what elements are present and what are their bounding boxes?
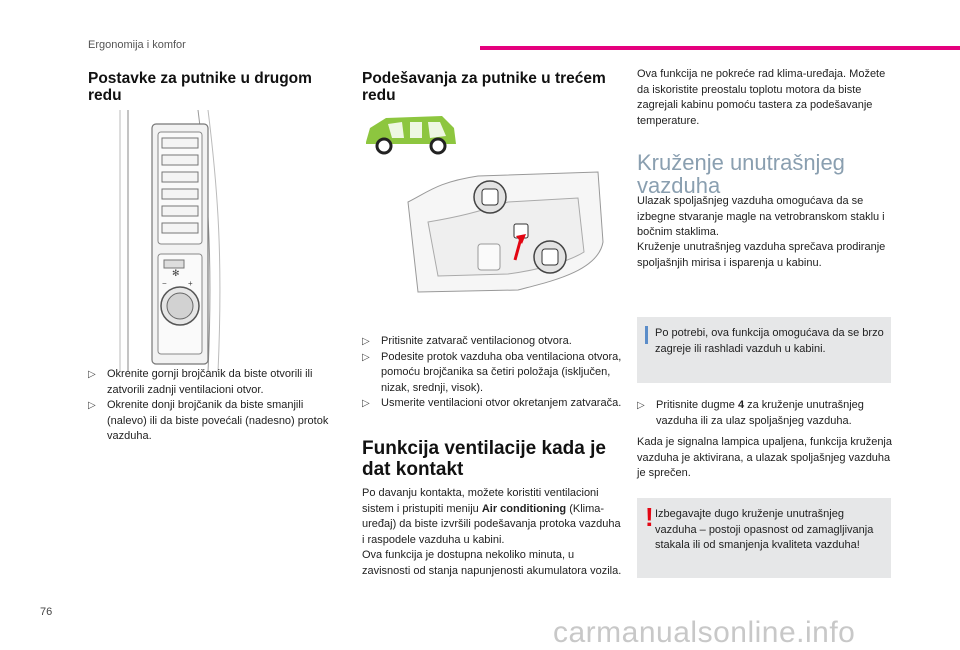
col2-title: Podešavanja za putnike u trećem redu [362,70,606,104]
button-number: 4 [737,399,745,411]
warning-icon: ! [645,502,654,532]
bullet-arrow-icon: ▷ [88,369,96,380]
col3-bullet-list [637,398,892,429]
warning-note-text: Izbegavajte dugo kruženje unutrašnjeg vazduha – postoji opasnost od zamagljivanja stakala ili od smanjenja kvaliteta vazduha! [655,508,874,551]
info-note-text: Po potrebi, ova funkcija omogućava da se brzo zagreje ili rashladi vazduh u kabini. [655,327,884,355]
list-item: ▷ Okrenite gornji brojčanik da biste otvorili ili zatvorili zadnji ventilacioni otvor. [88,368,313,396]
bullet-arrow-icon: ▷ [88,400,96,411]
col3-paragraph-3: Kada je signalna lampica upaljena, funkcija kruženja vazduha je aktivirana, a ulazak spoljašnjeg vazduha je sprečen. [637,436,892,479]
info-icon [645,326,648,344]
col2-paragraph-2: Ova funkcija je dostupna nekoliko minuta, u zavisnosti od stanja napunjenosti akumulatora vozila. [362,549,622,577]
menu-name: Air conditioning [481,502,567,515]
bullet-arrow-icon: ▷ [362,336,370,347]
third-row-vent-illustration [398,162,613,302]
col2-paragraph: Po davanju kontakta, možete koristiti ventilacioni sistem i pristupiti meniju Air conditioning (Klima-uređaj) da biste izvršili podešavanja protoka vazduha i raspodele vazduha u kabini. Ova funkcija je dostupna nekoliko minuta, u zavisnosti od stanja napunjenosti akumulatora vozila. [362,487,622,577]
bullet-arrow-icon: ▷ [637,400,645,411]
col3-paragraph-2: Kruženje unutrašnjeg vazduha sprečava prodiranje spoljašnjih mirisa i isparenja u kabinu. [637,241,886,269]
col3-intro: Ova funkcija ne pokreće rad klima-uređaja. Možete da iskoristite preostalu toplotu motora da biste zagrejali kabinu pomoću tastera za podešavanje temperature. [637,68,886,127]
list-item: ▷ Podesite protok vazduha oba ventilaciona otvora, pomoću brojčanika sa četiri položaja (isključen, nizak, srednji, visok). [362,350,622,394]
fan-icon: ✻ [172,268,180,278]
col1-bullet-list [88,367,338,445]
plus-icon: + [188,279,193,288]
watermark: carmanualsonline.info [553,616,856,649]
col2-bullet-list [362,334,624,412]
rear-vent-panel-illustration [108,110,323,372]
bullet-arrow-icon: ▷ [362,351,370,363]
third-row-car-icon [362,110,458,158]
list-item: ▷ Pritisnite zatvarač ventilacionog otvora. [362,334,624,350]
warning-note [637,498,891,578]
list-item: ▷ Okrenite donji brojčanik da biste smanjili (nalevo) ili da biste povećali (nadesno) protok vazduha. [88,399,329,442]
section-label: Ergonomija i komfor [88,39,186,51]
minus-icon: − [162,279,167,288]
page-number: 76 [40,606,53,618]
bullet-arrow-icon: ▷ [362,398,370,409]
col1-title: Postavke za putnike u drugom redu [88,70,312,104]
col2-subtitle: Funkcija ventilacije kada je dat kontakt [362,438,606,480]
header-accent-rule [480,46,960,50]
list-item: ▷ Pritisnite dugme 4 za kruženje unutrašnjeg vazduha ili za ulaz spoljašnjeg vazduha. [637,399,864,427]
list-item: ▷ Usmerite ventilacioni otvor okretanjem zatvarača. [362,396,624,412]
col3-title: Kruženje unutrašnjeg vazduha [637,150,845,198]
info-note [637,317,891,383]
col3-paragraph-1: Ulazak spoljašnjeg vazduha omogućava da se izbegne stvaranje magle na vetrobranskom staklu i bočnim staklima. [637,195,885,238]
